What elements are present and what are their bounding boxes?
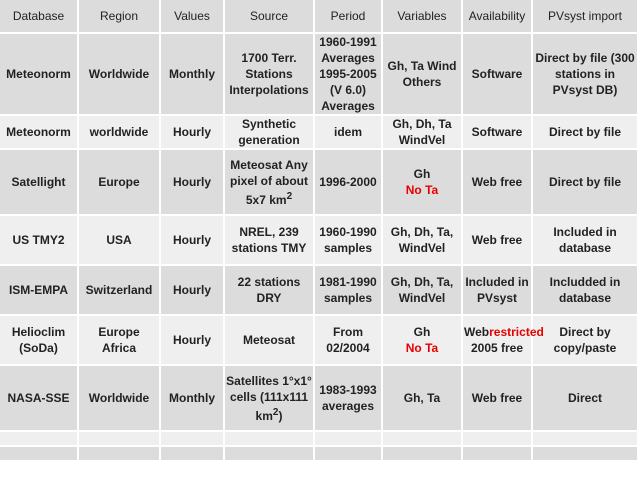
empty-cell xyxy=(382,446,462,461)
cell-source: 1700 Terr. Stations Interpolations xyxy=(224,33,314,115)
cell-region: USA xyxy=(78,215,160,265)
availability-suffix: 2005 free xyxy=(470,341,524,355)
cell-period: 1996-2000 xyxy=(314,149,382,215)
cell-variables xyxy=(382,315,462,365)
table-row xyxy=(0,315,638,365)
cell-pvsyst-import: Direct by file xyxy=(532,115,638,149)
cell-database: NASA-SSE xyxy=(0,365,78,431)
variables-text: Gh xyxy=(413,167,431,181)
cell-source xyxy=(224,365,314,431)
empty-cell xyxy=(532,446,638,461)
empty-cell xyxy=(0,431,78,446)
cell-period: 1983-1993 averages xyxy=(314,365,382,431)
cell-period: From 02/2004 xyxy=(314,315,382,365)
header-period: Period xyxy=(314,0,382,33)
source-end: ) xyxy=(278,408,283,423)
cell-source xyxy=(224,149,314,215)
cell-region: Switzerland xyxy=(78,265,160,315)
empty-row xyxy=(0,446,638,461)
header-availability: Availability xyxy=(462,0,532,33)
cell-availability: Web free xyxy=(462,365,532,431)
cell-availability xyxy=(462,315,544,365)
empty-cell xyxy=(160,431,224,446)
empty-cell xyxy=(314,446,382,461)
table-row xyxy=(0,215,638,265)
cell-values: Monthly xyxy=(160,365,224,431)
cell-values: Hourly xyxy=(160,215,224,265)
cell-region: Worldwide xyxy=(78,33,160,115)
empty-cell xyxy=(0,446,78,461)
table-row xyxy=(0,33,638,115)
cell-variables: Gh, Ta Wind Others xyxy=(382,33,462,115)
cell-database: Meteonorm xyxy=(0,33,78,115)
cell-region: Europe Africa xyxy=(78,315,160,365)
cell-values: Hourly xyxy=(160,265,224,315)
cell-database: ISM-EMPA xyxy=(0,265,78,315)
variables-text: Gh xyxy=(413,325,431,339)
empty-cell xyxy=(462,446,532,461)
header-row xyxy=(0,0,638,33)
empty-cell xyxy=(532,431,638,446)
empty-cell xyxy=(224,431,314,446)
cell-database: Meteonorm xyxy=(0,115,78,149)
header-pvsyst-import: PVsyst import xyxy=(532,0,638,33)
cell-source: NREL, 239 stations TMY xyxy=(224,215,314,265)
cell-source: Synthetic generation xyxy=(224,115,314,149)
cell-variables: Gh, Ta xyxy=(382,365,462,431)
superscript: 2 xyxy=(286,190,293,202)
cell-values: Hourly xyxy=(160,315,224,365)
cell-database: US TMY2 xyxy=(0,215,78,265)
cell-availability: Web free xyxy=(462,149,532,215)
cell-pvsyst-import: Direct by file (300 stations in PVsyst DB) xyxy=(532,33,638,115)
header-values: Values xyxy=(160,0,224,33)
empty-row xyxy=(0,431,638,446)
cell-values: Hourly xyxy=(160,115,224,149)
cell-pvsyst-import: Direct by file xyxy=(532,149,638,215)
cell-pvsyst-import: Included in database xyxy=(532,215,638,265)
source-text: Satellites 1°x1° cells (111x111 km xyxy=(226,373,312,423)
cell-database: Helioclim (SoDa) xyxy=(0,315,78,365)
cell-region: Europe xyxy=(78,149,160,215)
cell-region: worldwide xyxy=(78,115,160,149)
no-ta-warning: No Ta xyxy=(405,341,439,355)
cell-pvsyst-import: Direct xyxy=(532,365,638,431)
cell-source: Meteosat xyxy=(224,315,314,365)
header-source: Source xyxy=(224,0,314,33)
cell-period: idem xyxy=(314,115,382,149)
cell-availability: Software xyxy=(462,33,532,115)
source-text: Meteosat Any pixel of about 5x7 km xyxy=(230,157,308,207)
empty-cell xyxy=(382,431,462,446)
cell-availability: Included in PVsyst xyxy=(462,265,532,315)
cell-variables xyxy=(382,149,462,215)
cell-period: 1960-1990 samples xyxy=(314,215,382,265)
cell-variables: Gh, Dh, Ta WindVel xyxy=(382,115,462,149)
empty-cell xyxy=(224,446,314,461)
empty-cell xyxy=(462,431,532,446)
cell-database: Satellight xyxy=(0,149,78,215)
cell-region: Worldwide xyxy=(78,365,160,431)
cell-pvsyst-import: Includded in database xyxy=(532,265,638,315)
cell-values: Monthly xyxy=(160,33,224,115)
cell-availability: Web free xyxy=(462,215,532,265)
no-ta-warning: No Ta xyxy=(405,183,439,197)
availability-prefix: Web xyxy=(464,325,490,339)
cell-pvsyst-import: Direct by copy/paste xyxy=(532,315,638,365)
header-region: Region xyxy=(78,0,160,33)
cell-availability: Software xyxy=(462,115,532,149)
cell-variables: Gh, Dh, Ta, WindVel xyxy=(382,215,462,265)
table-row xyxy=(0,149,638,215)
header-database: Database xyxy=(0,0,78,33)
cell-variables: Gh, Dh, Ta, WindVel xyxy=(382,265,462,315)
table-row xyxy=(0,265,638,315)
header-variables: Variables xyxy=(382,0,462,33)
cell-period: 1981-1990 samples xyxy=(314,265,382,315)
table-row xyxy=(0,365,638,431)
cell-source: 22 stations DRY xyxy=(224,265,314,315)
empty-cell xyxy=(78,431,160,446)
table-row xyxy=(0,115,638,149)
cell-values: Hourly xyxy=(160,149,224,215)
empty-cell xyxy=(160,446,224,461)
restricted-warning: restricted xyxy=(489,325,544,339)
empty-cell xyxy=(314,431,382,446)
cell-period: 1960-1991 Averages 1995-2005 (V 6.0) Averages xyxy=(314,33,382,115)
superscript: 2 xyxy=(272,406,279,418)
empty-cell xyxy=(78,446,160,461)
